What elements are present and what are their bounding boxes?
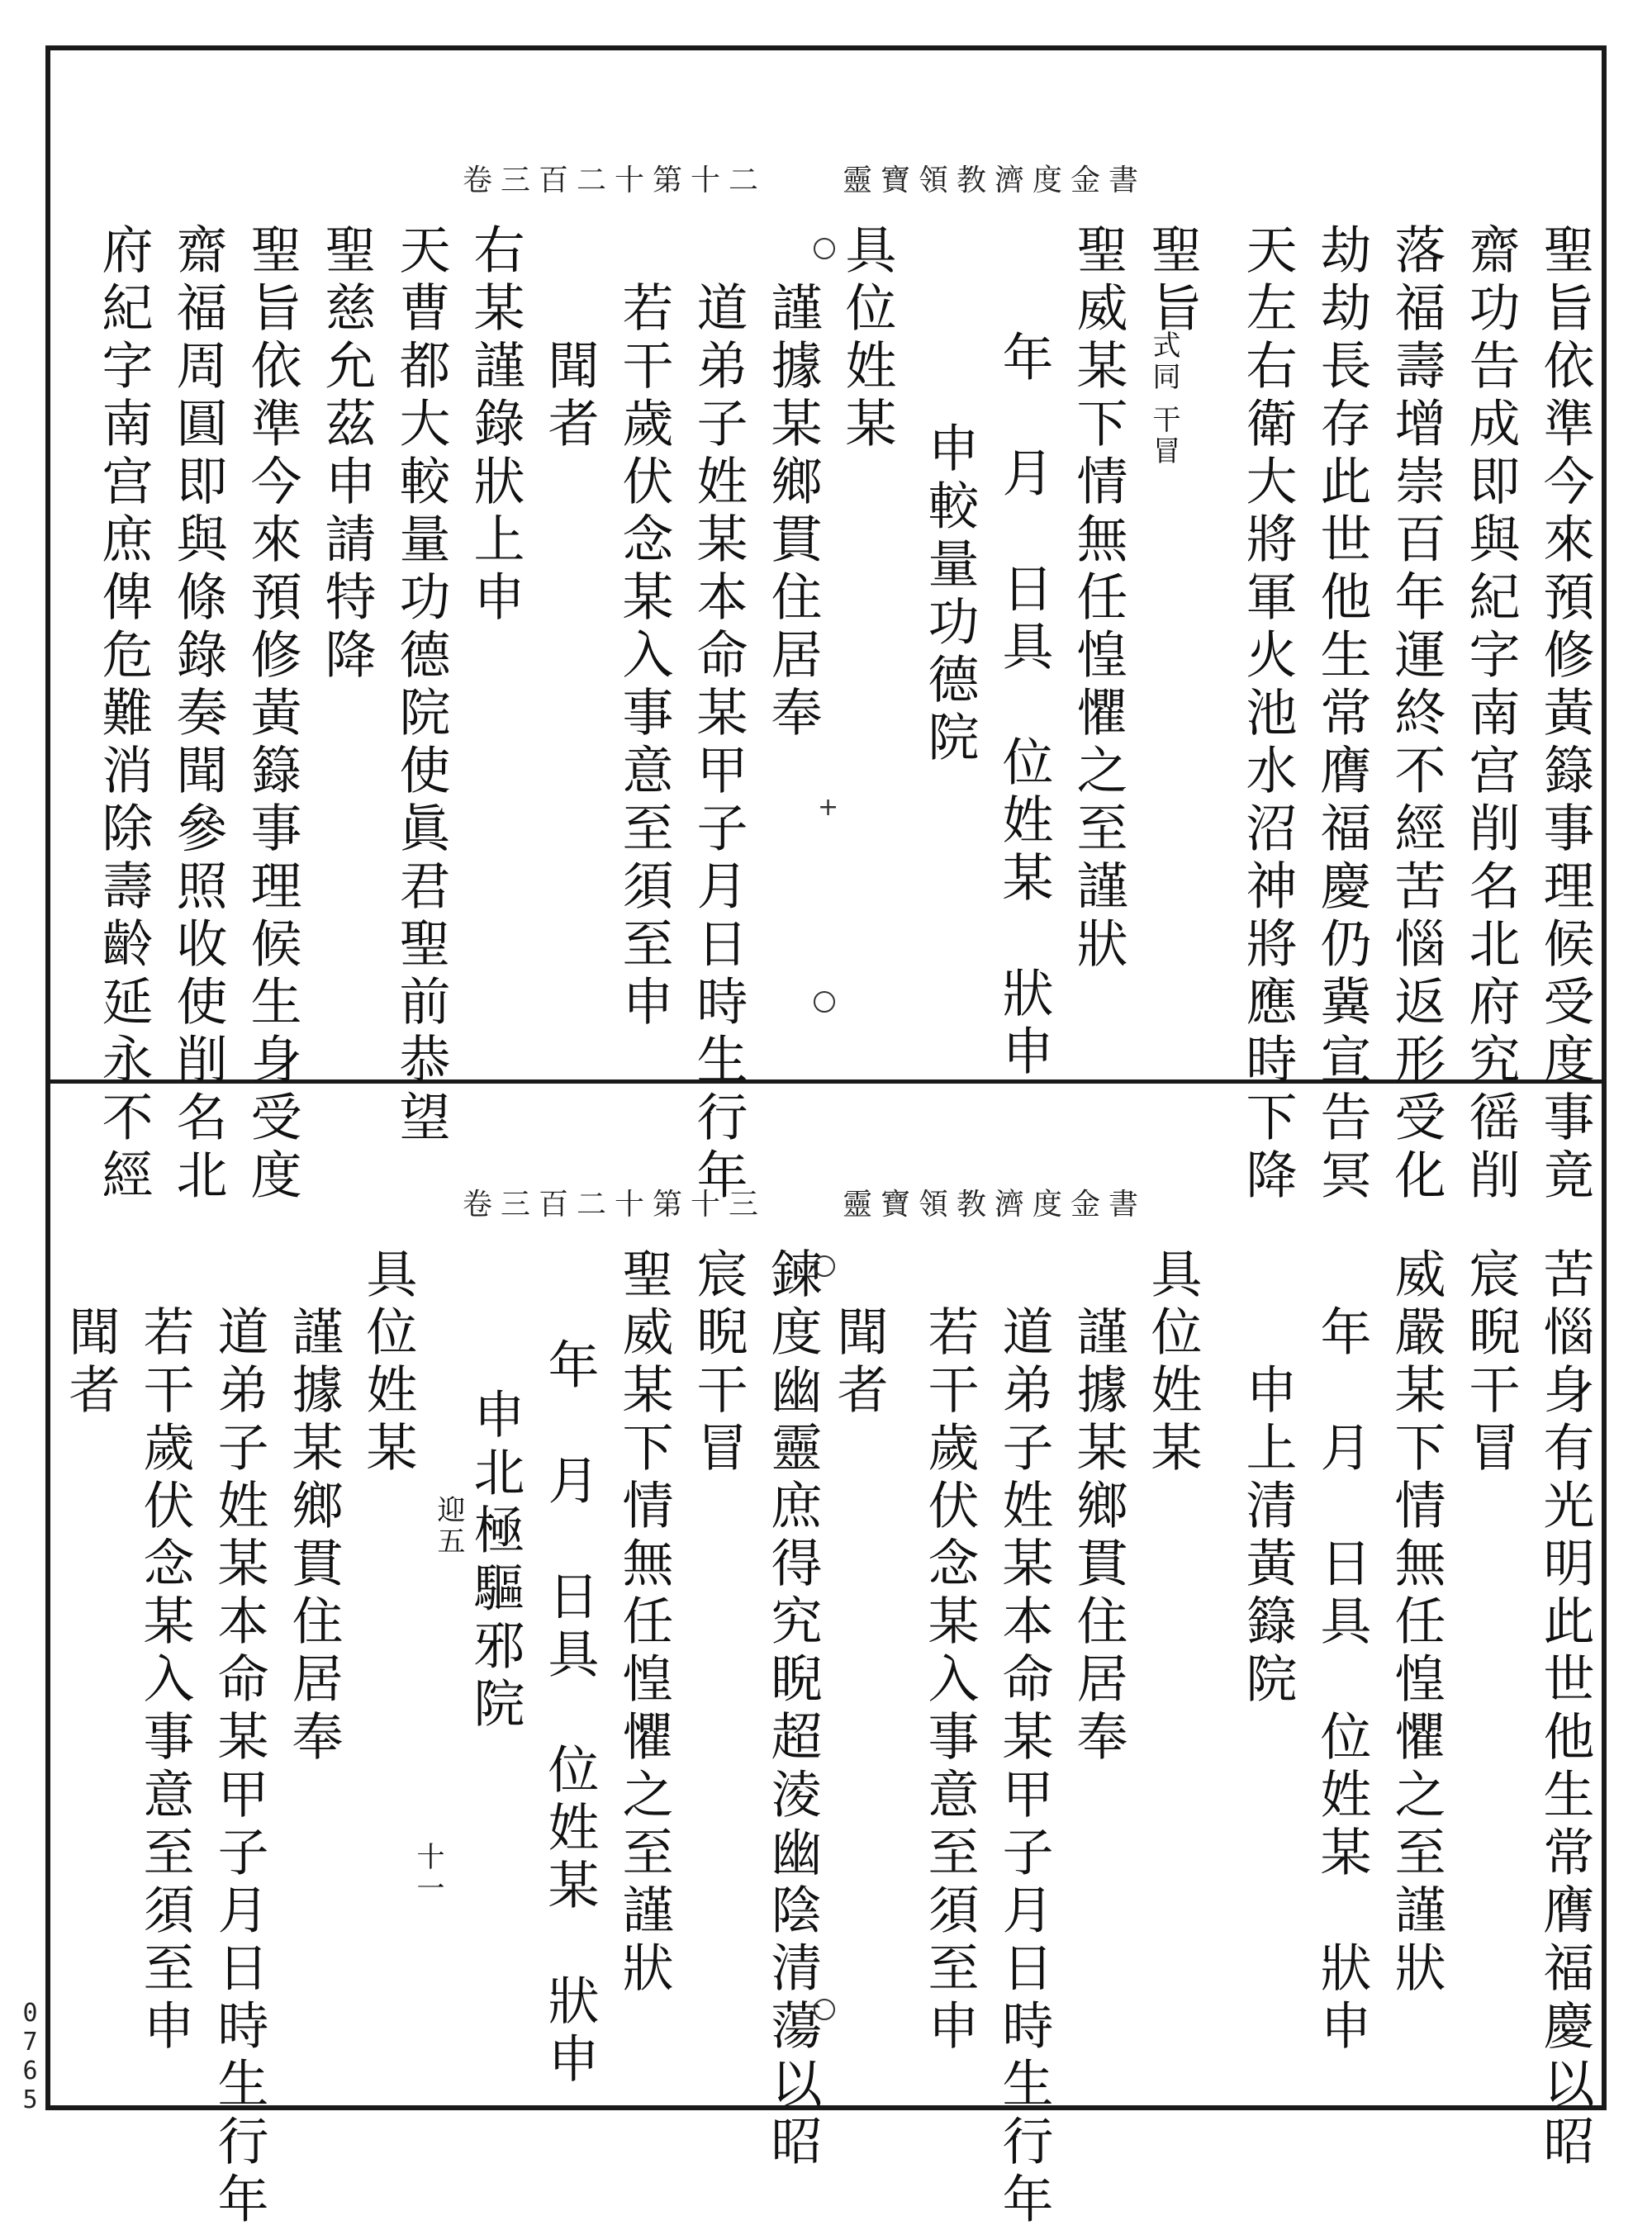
text-column: 鍊度幽靈庶得究睨超淩幽陰清蕩以昭	[762, 1247, 823, 2172]
text-column: 道弟子姓某本命某甲子月日時生行年	[994, 1305, 1054, 2230]
text-column: 聞者	[828, 1305, 889, 1421]
page-number-text: 0765	[16, 1999, 45, 2114]
text-column: 道弟子姓某本命某甲子月日時生行年	[688, 281, 748, 1206]
circle-mark	[814, 991, 835, 1013]
text-column: 謹據某鄉貫住居奉	[762, 281, 823, 743]
text-column: 聖慈允茲申請特降	[316, 223, 377, 686]
text-column: 苦惱身有光明此世他生常膺福慶以昭	[1535, 1247, 1595, 2172]
text-column: 聖旨依準今來預修黃籙事理候生身受度	[242, 223, 302, 1206]
text-column: 申較量功德院	[919, 421, 980, 768]
cross-mark: +	[818, 793, 839, 822]
text-column: 聞者	[60, 1305, 121, 1421]
text-column: 落福壽增崇百年運終不經苦惱返形受化	[1386, 223, 1446, 1206]
text-column: 威嚴某下情無任惶懼之至謹狀	[1386, 1247, 1446, 1999]
text-column: 右某謹錄狀上申	[465, 223, 525, 628]
text-column: 天左右衛大將軍火池水沼神將應時下降	[1237, 223, 1298, 1206]
text-column: 齋功告成即與紀字南宫削名北府究徭削	[1460, 223, 1521, 1206]
text-column: 年 月 日具 位姓某 狀申	[539, 1338, 600, 2090]
text-column: 道弟子姓某本命某甲子月日時生行年	[209, 1305, 269, 2230]
text-column: 天曹都大較量功德院使眞君聖前恭望	[391, 223, 451, 1148]
header-section-top: 卷三百二十第十二	[463, 164, 767, 197]
text-column: 齋福周圓即與條錄奏聞參照收使削名北	[168, 223, 228, 1206]
header-section-bottom: 卷三百二十第十三	[463, 1188, 767, 1222]
text-column: 劫劫長存此世他生常膺福慶仍冀宣告冥	[1312, 223, 1372, 1206]
small-note: 干冒	[1147, 405, 1180, 467]
text-column: 若干歲伏念某入事意至須至申	[135, 1305, 195, 2057]
header-title-bottom: 靈寶領教濟度金書	[843, 1188, 1147, 1222]
circle-mark	[814, 1255, 835, 1277]
text-column: 謹據某鄉貫住居奉	[1068, 1305, 1128, 1767]
text-column: 謹據某鄉貫住居奉	[283, 1305, 344, 1767]
small-note: 迎五	[432, 1495, 465, 1558]
small-note: 式同	[1147, 330, 1180, 393]
text-column: 聖威某下情無任惶懼之至謹狀	[1068, 223, 1128, 975]
text-column: 申北極驅邪院	[465, 1388, 525, 1734]
circle-mark	[814, 1999, 835, 2020]
page-number	[15, 1999, 45, 2122]
text-column: 年 月 日具 位姓某 狀申	[1312, 1305, 1372, 2057]
text-column: 宸睨干冒	[1460, 1247, 1521, 1478]
text-column: 具位姓某	[837, 223, 897, 454]
text-column: 聖旨	[1142, 223, 1203, 339]
text-column: 府紀字南宫庶俾危難消除壽齡延永不經	[93, 223, 154, 1206]
text-column: 申上清黃籙院	[1237, 1363, 1298, 1710]
circle-mark	[814, 238, 835, 259]
text-column: 具位姓某	[358, 1247, 418, 1478]
text-column: 宸睨干冒	[688, 1247, 748, 1478]
text-column: 若干歲伏念某入事意至須至申	[614, 281, 674, 1032]
text-column: 具位姓某	[1142, 1247, 1203, 1478]
text-column: 聞者	[539, 339, 600, 454]
text-column: 年 月 日具 位姓某 狀申	[994, 330, 1054, 1082]
header-title-top: 靈寶領教濟度金書	[843, 164, 1147, 197]
text-column: 聖威某下情無任惶懼之至謹狀	[614, 1247, 674, 1999]
small-note: 十一	[411, 1842, 444, 1905]
text-column: 若干歲伏念某入事意至須至申	[919, 1305, 980, 2057]
text-column: 聖旨依準今來預修黃籙事理候受度事竟	[1535, 223, 1595, 1206]
